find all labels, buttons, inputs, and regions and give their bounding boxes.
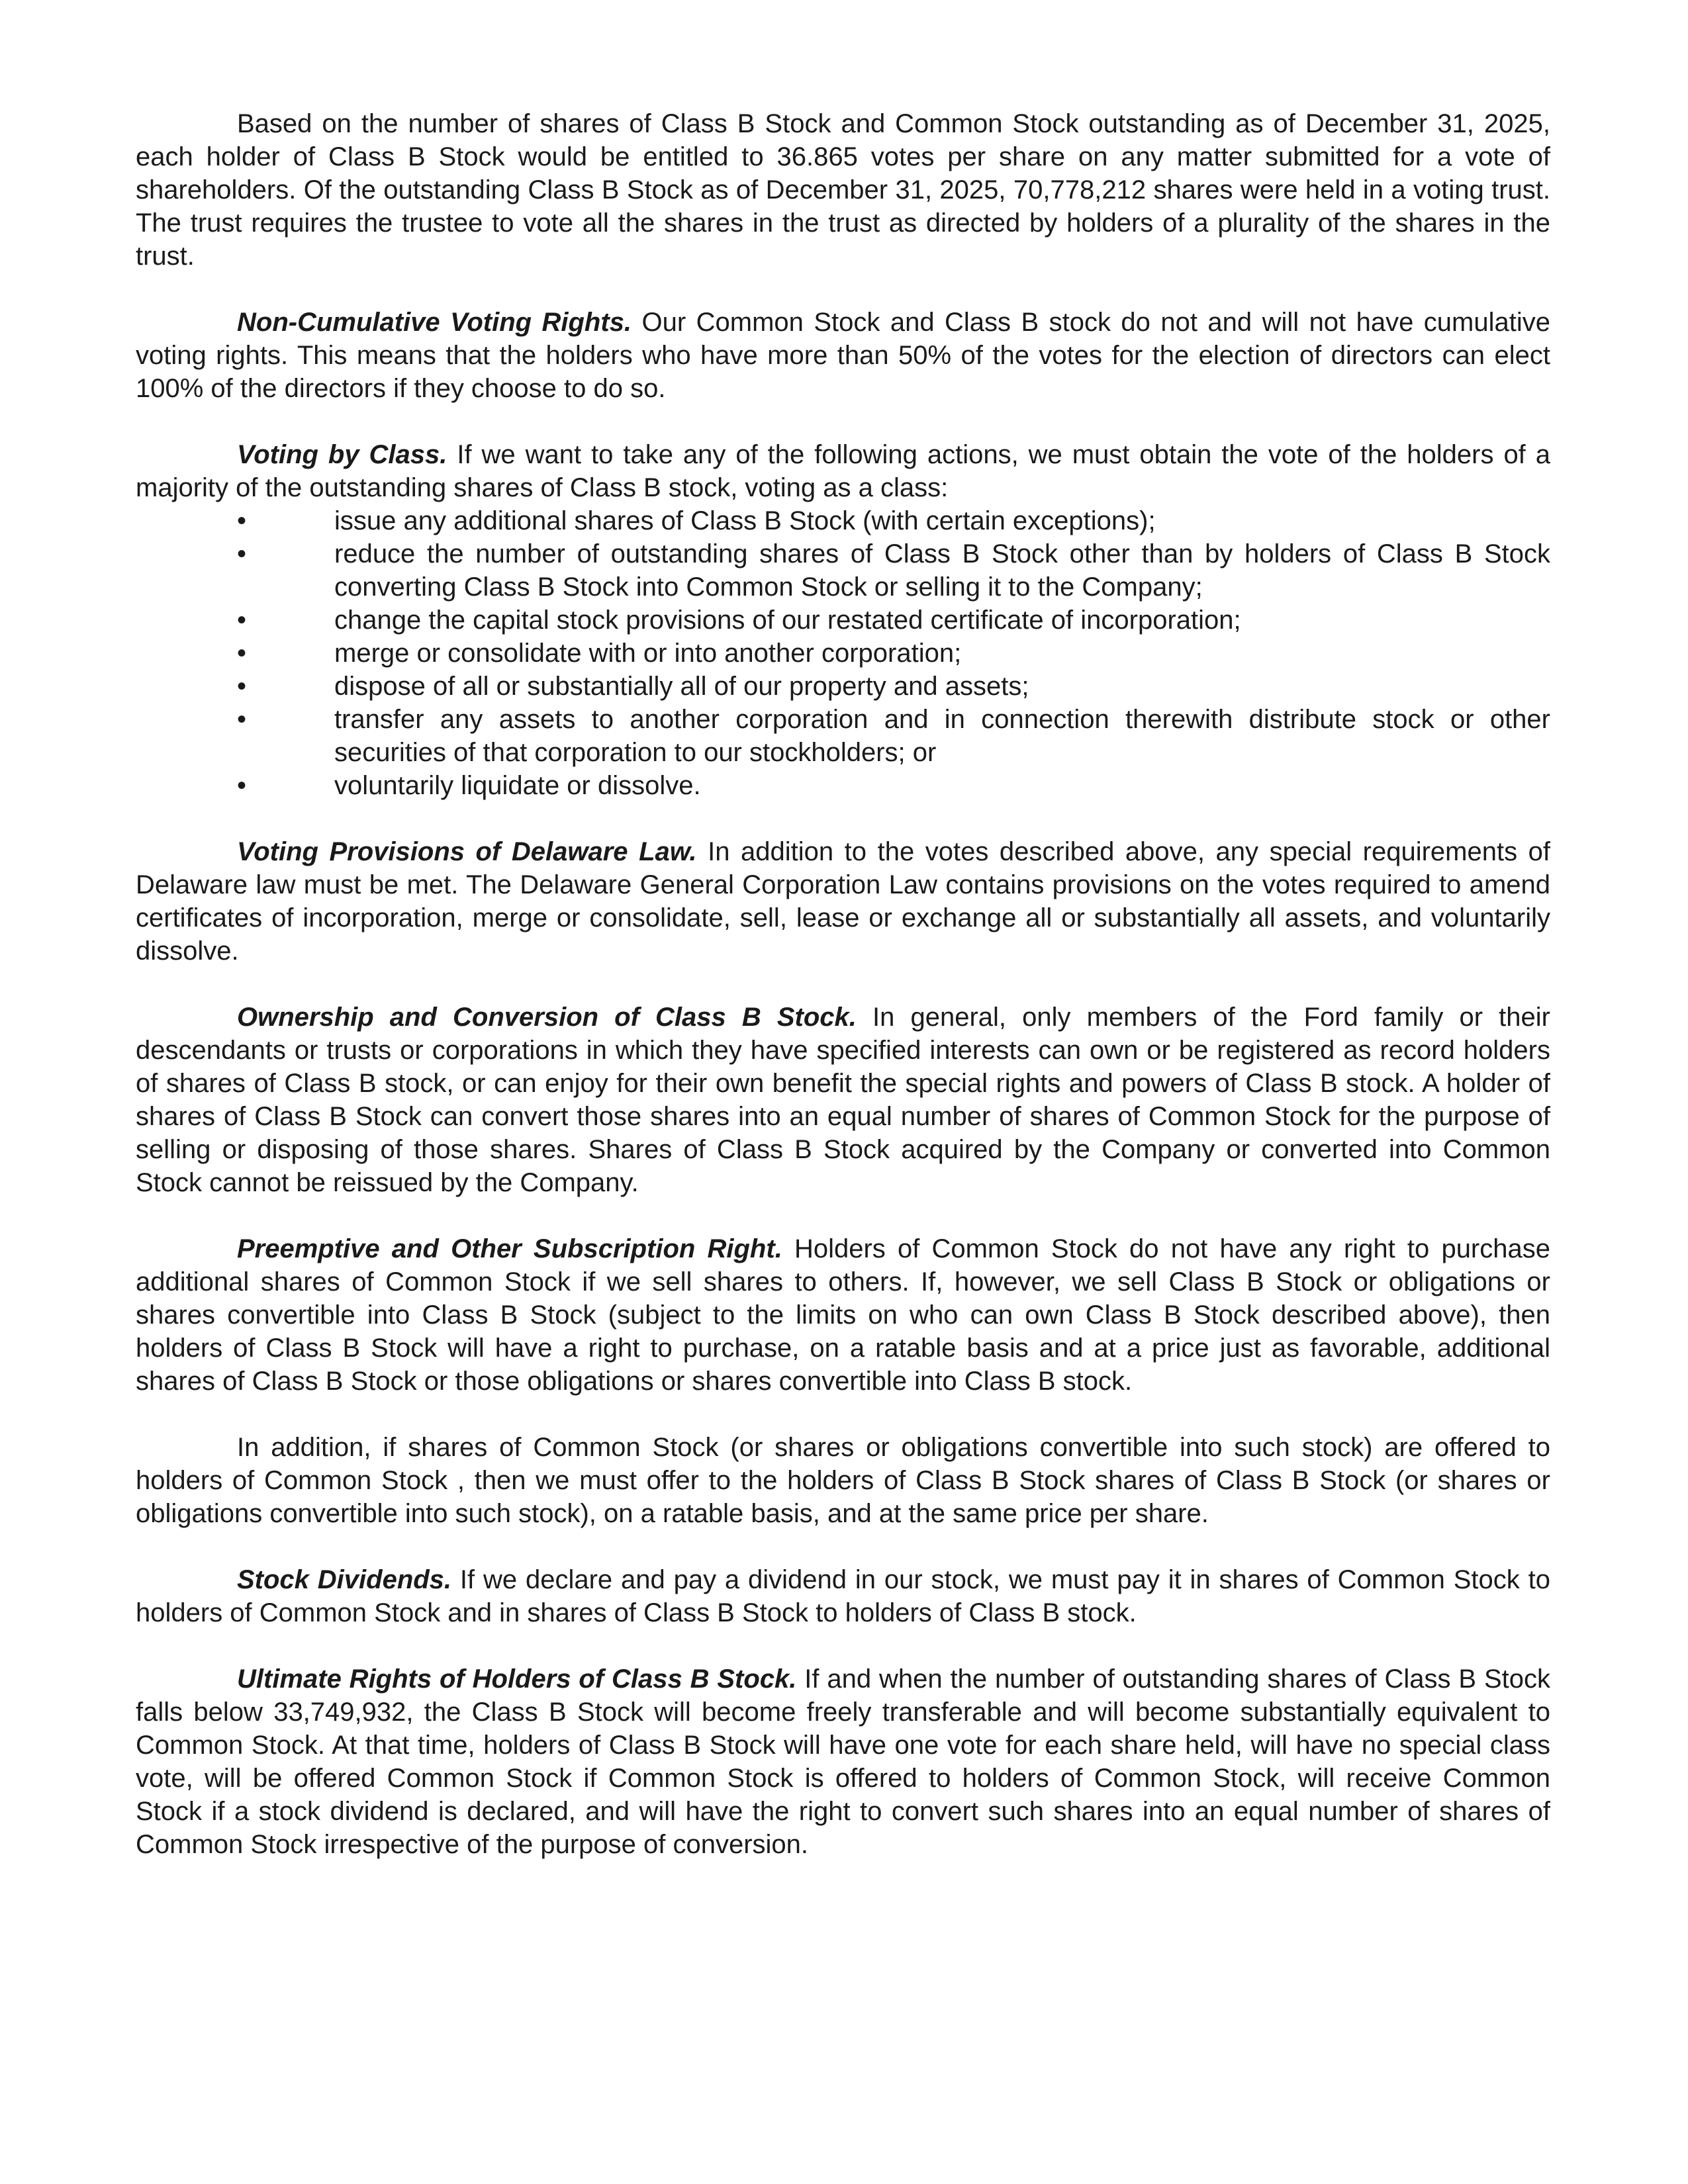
bullet-icon: •: [237, 539, 247, 569]
bullet-icon: •: [237, 639, 247, 668]
section-heading: Preemptive and Other Subscription Right.: [237, 1234, 782, 1263]
paragraph-text: If we want to take any of the following actions, we must obtain the vote of the holders of a majority of the outstanding shares of Class B stock, voting as a class:: [136, 440, 1550, 502]
section-heading: Ultimate Rights of Holders of Class B Stock.: [237, 1664, 797, 1694]
list-item-text: merge or consolidate with or into another corporation;: [334, 639, 962, 668]
paragraph-ultimate-rights: [136, 1662, 1550, 1861]
paragraph-text: In addition, if shares of Common Stock (or shares or obligations convertible into such stock) are offered to holders of Common Stock , then we must offer to the holders of Class B Stock shares of Class B Stock (or shares or obligations convertible into such stock), on a ratable basis, and at the same price per share.: [136, 1433, 1550, 1528]
section-heading: Voting by Class.: [237, 440, 447, 469]
document-page: [136, 107, 1550, 1894]
paragraph-preemptive-rights: [136, 1232, 1550, 1398]
section-heading: Non-Cumulative Voting Rights.: [237, 308, 632, 337]
list-item: [136, 537, 1550, 604]
paragraph-text: Holders of Common Stock do not have any right to purchase additional shares of Common Stock if we sell shares to others. If, however, we sell Class B Stock or obligations or shares convertible into Class B Stock (subject to the limits on who can own Class B Stock described above), then holders of Class B Stock will have a right to purchase, on a ratable basis and at a price just as favorable, additional shares of Class B Stock or those obligations or shares convertible into Class B stock.: [136, 1234, 1550, 1396]
bullet-icon: •: [237, 705, 247, 734]
list-item-text: issue any additional shares of Class B Stock (with certain exceptions);: [334, 506, 1156, 535]
paragraph-delaware-law: [136, 835, 1550, 968]
section-heading: Stock Dividends.: [237, 1565, 452, 1594]
list-item: [136, 637, 1550, 670]
list-item: [136, 703, 1550, 769]
paragraph-ownership-conversion: [136, 1001, 1550, 1199]
bullet-icon: •: [237, 506, 247, 535]
list-item: [136, 604, 1550, 637]
list-item: [136, 670, 1550, 703]
paragraph-common-stock-offer: [136, 1431, 1550, 1530]
paragraph-text: If we declare and pay a dividend in our stock, we must pay it in shares of Common Stock to holders of Common Stock and in shares of Class B Stock to holders of Class B stock.: [136, 1565, 1550, 1627]
paragraph-voting-entitlement: [136, 107, 1550, 273]
list-item-text: voluntarily liquidate or dissolve.: [334, 771, 701, 800]
list-item-text: transfer any assets to another corporation and in connection therewith distribute stock or other securities of that corporation to our stockholders; or: [334, 705, 1550, 767]
list-item-text: change the capital stock provisions of our restated certificate of incorporation;: [334, 606, 1241, 635]
list-item: [136, 769, 1550, 802]
paragraph-text: Our Common Stock and Class B stock do not and will not have cumulative voting rights. This means that the holders who have more than 50% of the votes for the election of directors can elect 100% of the directors if they choose to do so.: [136, 308, 1550, 403]
paragraph-non-cumulative-voting: [136, 306, 1550, 405]
paragraph-stock-dividends: [136, 1563, 1550, 1629]
list-item-text: dispose of all or substantially all of our property and assets;: [334, 672, 1029, 701]
bullet-icon: •: [237, 672, 247, 701]
list-item-text: reduce the number of outstanding shares of Class B Stock other than by holders of Class B Stock converting Class B Stock into Common Stock or selling it to the Company;: [334, 539, 1550, 602]
section-heading: Ownership and Conversion of Class B Stock.: [237, 1003, 857, 1032]
bullet-icon: •: [237, 606, 247, 635]
paragraph-text: In general, only members of the Ford family or their descendants or trusts or corporations in which they have specified interests can own or be registered as record holders of shares of Class B stock, or can enjoy for their own benefit the special rights and powers of Class B stock. A holder of shares of Class B Stock can convert those shares into an equal number of shares of Common Stock for the purpose of selling or disposing of those shares. Shares of Class B Stock acquired by the Company or converted into Common Stock cannot be reissued by the Company.: [136, 1003, 1550, 1197]
list-item: [136, 504, 1550, 537]
paragraph-text: Based on the number of shares of Class B Stock and Common Stock outstanding as of December 31, 2025, each holder of Class B Stock would be entitled to 36.865 votes per share on any matter submitted for a vote of shareholders. Of the outstanding Class B Stock as of December 31, 2025, 70,778,212 shares were held in a voting trust. The trust requires the trustee to vote all the shares in the trust as directed by holders of a plurality of the shares in the trust.: [136, 109, 1550, 271]
paragraph-text: In addition to the votes described above, any special requirements of Delaware law must be met. The Delaware General Corporation Law contains provisions on the votes required to amend certificates of incorporation, merge or consolidate, sell, lease or exchange all or substantially all assets, and voluntarily dissolve.: [136, 837, 1551, 966]
class-vote-actions-list: [136, 504, 1550, 802]
section-heading: Voting Provisions of Delaware Law.: [237, 837, 697, 866]
paragraph-text: If and when the number of outstanding shares of Class B Stock falls below 33,749,932, the Class B Stock will become freely transferable and will become substantially equivalent to Common Stock. At that time, holders of Class B Stock will have one vote for each share held, will have no special class vote, will be offered Common Stock if Common Stock is offered to holders of Common Stock, will receive Common Stock if a stock dividend is declared, and will have the right to convert such shares into an equal number of shares of Common Stock irrespective of the purpose of conversion.: [136, 1664, 1551, 1859]
paragraph-voting-by-class: [136, 438, 1550, 504]
bullet-icon: •: [237, 771, 247, 800]
